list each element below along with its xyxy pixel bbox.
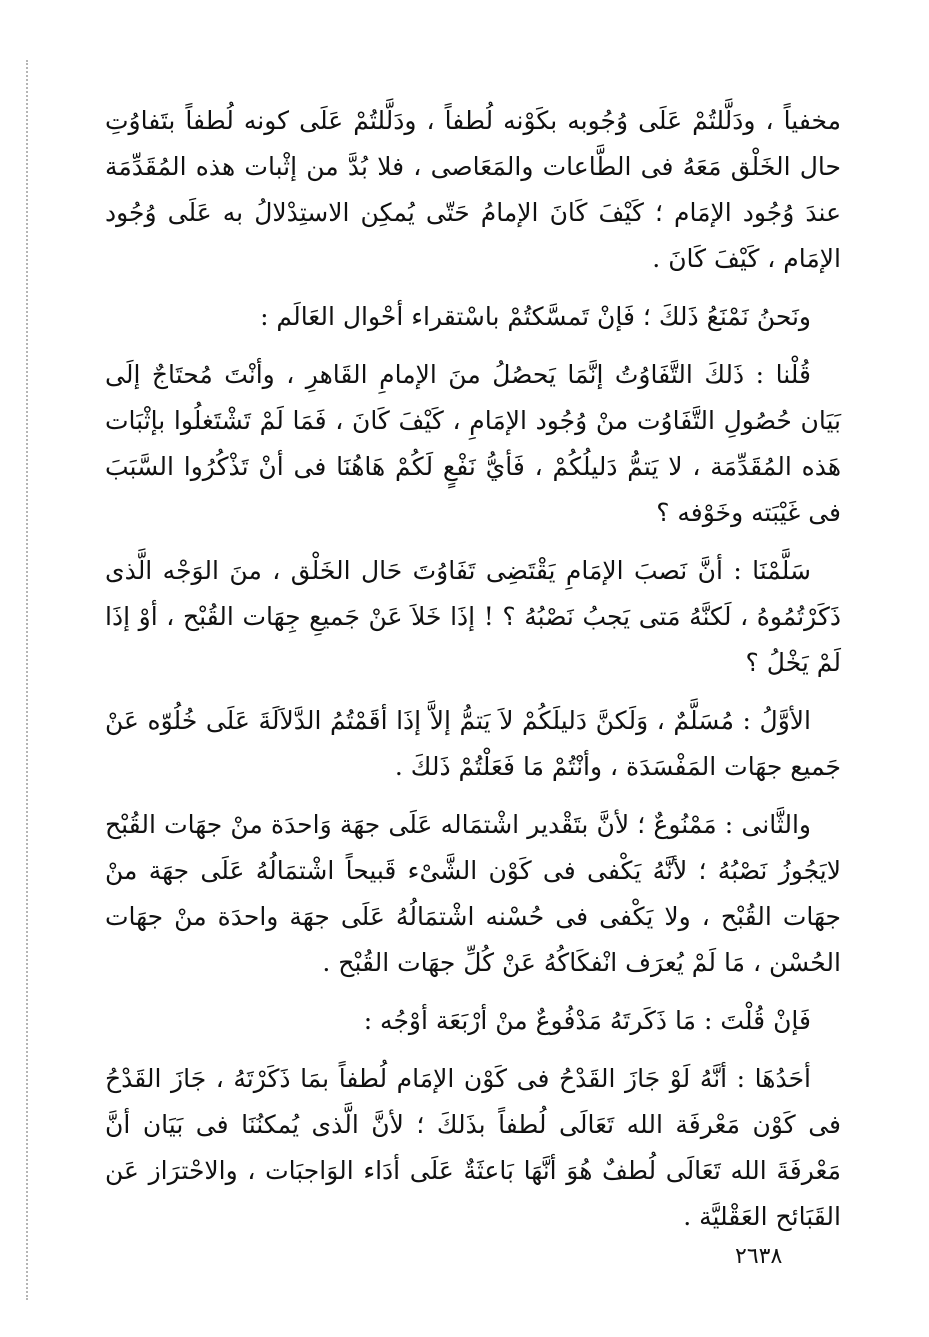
paragraph-8: أحَدُهَا : أنَّهُ لَوْ جَازَ القَدْحُ فى كَوْن الإمَام لُطفاً بمَا ذَكَرْتَهُ ، جَازَ القَدْحُ فى كَوْن مَعْرفَة الله تَعَالَى لُطفاً بذَلكَ ؛ لأنَّ الَّذى يُمكنُنَا فى بَيَان أنَّ مَعْرفَةَ الله تَعَالَى لُطفٌ هُوَ أنَّهَا بَاعثَةٌ عَلَى أدَاء الوَاجبَات ، والاحْترَاز عَن القَبَائح العَقْليَّة . <box>105 1064 841 1231</box>
paragraph-6: والثَّانى : مَمْنُوعٌ ؛ لأنَّ بتَقْدير اشْتمَاله عَلَى جهَة وَاحدَة منْ جهَات القُبْح لايَجُوزُ نَصْبُهُ ؛ لأنَّهُ يَكْفى فى كَوْن الشَّىْء قَبيحاً اشْتمَالُهُ عَلَى جهَة منْ جهَات القُبْح ، ولا يَكْفى فى حُسْنه اشْتمَالُهُ عَلَى جهَة واحدَة منْ جهَات الحُسْن ، مَا لَمْ يُعرَف انْفكَاكُهُ عَنْ كُلِّ جهَات القُبْح . <box>105 810 841 977</box>
paragraph-2: ونَحنُ نَمْنَعُ ذَلكَ ؛ فَإنْ تَمسَّكتُمْ باسْتقراء أحْوال العَالَم : <box>260 302 811 331</box>
scan-margin-dots <box>26 60 31 1300</box>
body-text <box>105 98 841 1252</box>
paragraph-4: سَلَّمْنَا : أنَّ نَصبَ الإمَامِ يَقْتَضِى تَفَاوُتَ حَال الخَلْق ، منَ الوَجْه الَّذى ذَكَرْتُمُوهُ ، لَكنَّهُ مَتى يَجبُ نَصْبُهُ ؟ ! إذَا خَلاَ عَنْ جَميعِ جِهَات القُبْح ، أوْ إذَا لَمْ يَخْلُ ؟ <box>105 556 841 677</box>
paragraph-3: قُلْنا : ذَلكَ التَّفَاوُتُ إنَّمَا يَحصُلُ منَ الإمامِ القَاهرِ ، وأنْتَ مُحتَاجٌ إلَى بَيَان حُصُولِ التَّفَاوُت منْ وُجُود الإمَامِ ، كَيْفَ كَانَ ، فَمَا لَمْ تَشْتَغلُوا بإثْبَات هَذه المُقَدِّمَة ، لا يَتمُّ دَليلُكُمْ ، فَأيُّ نَفْعٍ لَكُمْ هَاهُنَا فى أنْ تَذْكُرُوا السَّبَبَ فى غَيْبَته وخَوْفه ؟ <box>105 360 841 527</box>
page-number: ٢٦٣٨ <box>735 1244 783 1269</box>
paragraph-1: مخفياً ، ودَلَّلتُمْ عَلَى وُجُوبه بكَوْنه لُطفاً ، ودَلَّلتُمْ عَلَى كونه لُطفاً بتَفاوُتِ حال الخَلْق مَعَهُ فى الطَّاعات والمَعَاصى ، فلا بُدَّ من إثْبات هذه المُقَدِّمَة عندَ وُجُود الإمَام ؛ كَيْفَ كَانَ الإمامُ حَتّى يُمكِن الاستِدْلالُ به عَلَى وُجُود الإمَام ، كَيْفَ كَانَ . <box>105 106 841 273</box>
paragraph-5: الأوَّلُ : مُسَلَّمٌ ، وَلَكنَّ دَليلَكُمْ لاَ يَتمُّ إلاَّ إذَا أقَمْتُمُ الدَّلاَلَةَ عَلَى خُلُوّه عَنْ جَميع جهَات المَفْسَدَة ، وأنْتُمْ مَا فَعَلْتُمْ ذَلكَ . <box>105 706 841 781</box>
paragraph-7: فَإنْ قُلْتَ : مَا ذَكَرتَهُ مَدْفُوعٌ منْ أرْبَعَة أوْجُه : <box>363 1006 811 1035</box>
